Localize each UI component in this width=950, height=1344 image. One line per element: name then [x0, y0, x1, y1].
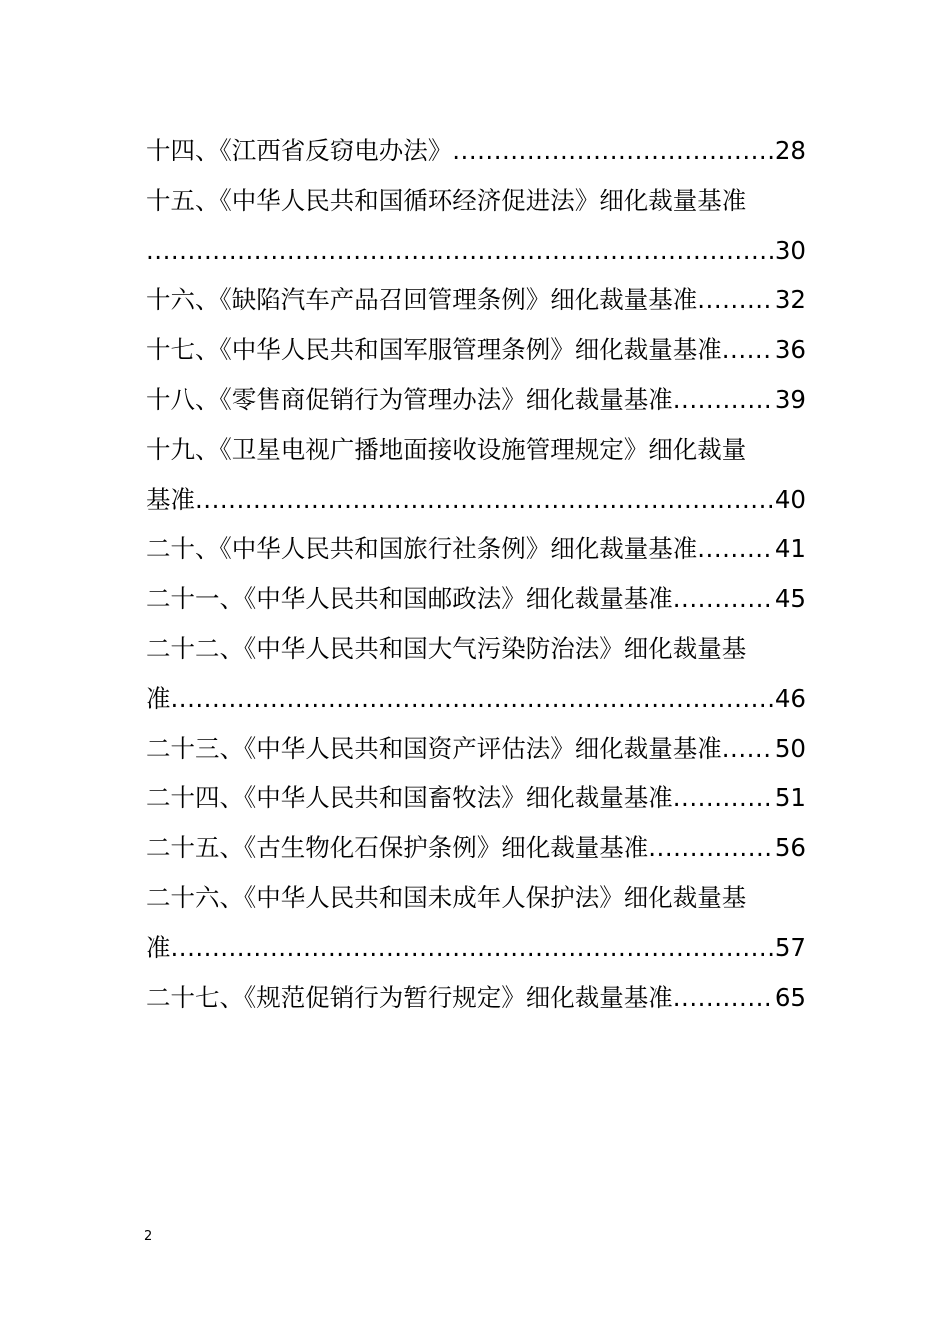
- toc-leader-dots: [673, 973, 773, 1023]
- toc-leader-dots: [722, 724, 773, 774]
- toc-entry[interactable]: [146, 425, 806, 525]
- toc-entry-page: 41: [774, 534, 806, 564]
- toc-entry[interactable]: [146, 823, 806, 873]
- toc-entry[interactable]: [146, 176, 806, 276]
- toc-entry-title: 十四、《江西省反窃电办法》: [146, 136, 453, 165]
- table-of-contents: [146, 126, 806, 1022]
- toc-entry-page: 30: [774, 235, 806, 265]
- toc-leader-dots: [452, 126, 773, 176]
- toc-entry-page: 28: [774, 136, 806, 165]
- toc-leader-dots: [697, 524, 773, 574]
- toc-entry[interactable]: [146, 325, 806, 375]
- toc-leader-dots: [673, 773, 773, 823]
- toc-entry[interactable]: [146, 275, 806, 325]
- toc-entry-page: 51: [774, 783, 806, 813]
- toc-entry-title: 二十三、《中华人民共和国资产评估法》细化裁量基准: [146, 733, 722, 763]
- toc-entry-title-continuation: 基准: [146, 484, 195, 514]
- toc-entry[interactable]: [146, 126, 806, 176]
- toc-entry-title-continuation: 准: [146, 932, 171, 962]
- toc-entry-title: 十九、《卫星电视广播地面接收设施管理规定》细化裁量: [146, 434, 747, 464]
- toc-entry-page: 39: [774, 384, 806, 414]
- toc-entry-page: 32: [774, 285, 806, 315]
- toc-entry-title: 十七、《中华人民共和国军服管理条例》细化裁量基准: [146, 335, 722, 365]
- toc-entry-title-continuation: 准: [146, 683, 171, 713]
- page-number: 2: [144, 1229, 153, 1244]
- toc-leader-dots: [171, 923, 773, 973]
- toc-entry-title: 十六、《缺陷汽车产品召回管理条例》细化裁量基准: [146, 285, 698, 315]
- toc-entry-page: 36: [774, 335, 806, 365]
- toc-entry[interactable]: [146, 624, 806, 724]
- toc-leader-dots: [648, 823, 773, 873]
- toc-entry[interactable]: [146, 973, 806, 1023]
- toc-entry-page: 65: [774, 982, 806, 1012]
- toc-entry-page: 45: [774, 584, 806, 614]
- toc-entry-title: 二十、《中华人民共和国旅行社条例》细化裁量基准: [146, 534, 698, 564]
- toc-entry[interactable]: [146, 873, 806, 973]
- toc-entry-title: 二十二、《中华人民共和国大气污染防治法》细化裁量基: [146, 633, 747, 663]
- toc-entry-page: 50: [774, 733, 806, 763]
- toc-entry[interactable]: [146, 574, 806, 624]
- toc-leader-dots: [195, 475, 773, 525]
- toc-entry-title: 十五、《中华人民共和国循环经济促进法》细化裁量基准: [146, 185, 747, 215]
- toc-leader-dots: [673, 574, 773, 624]
- toc-entry-title: 二十四、《中华人民共和国畜牧法》细化裁量基准: [146, 783, 673, 813]
- toc-entry[interactable]: [146, 773, 806, 823]
- toc-leader-dots: [171, 674, 773, 724]
- toc-entry-page: 56: [774, 833, 806, 863]
- toc-entry[interactable]: [146, 375, 806, 425]
- toc-leader-dots: [697, 275, 773, 325]
- toc-entry[interactable]: [146, 724, 806, 774]
- toc-entry-page: 40: [774, 484, 806, 514]
- toc-entry-title: 二十七、《规范促销行为暂行规定》细化裁量基准: [146, 982, 673, 1012]
- toc-leader-dots: [722, 325, 773, 375]
- toc-entry-title: 十八、《零售商促销行为管理办法》细化裁量基准: [146, 384, 673, 414]
- toc-entry-title: 二十一、《中华人民共和国邮政法》细化裁量基准: [146, 584, 673, 614]
- toc-entry-title: 二十五、《古生物化石保护条例》细化裁量基准: [146, 833, 649, 863]
- toc-leader-dots: [673, 375, 773, 425]
- toc-entry[interactable]: [146, 524, 806, 574]
- toc-entry-page: 46: [774, 683, 806, 713]
- toc-entry-title: 二十六、《中华人民共和国未成年人保护法》细化裁量基: [146, 882, 747, 912]
- toc-leader-dots: [146, 226, 773, 276]
- toc-entry-page: 57: [774, 932, 806, 962]
